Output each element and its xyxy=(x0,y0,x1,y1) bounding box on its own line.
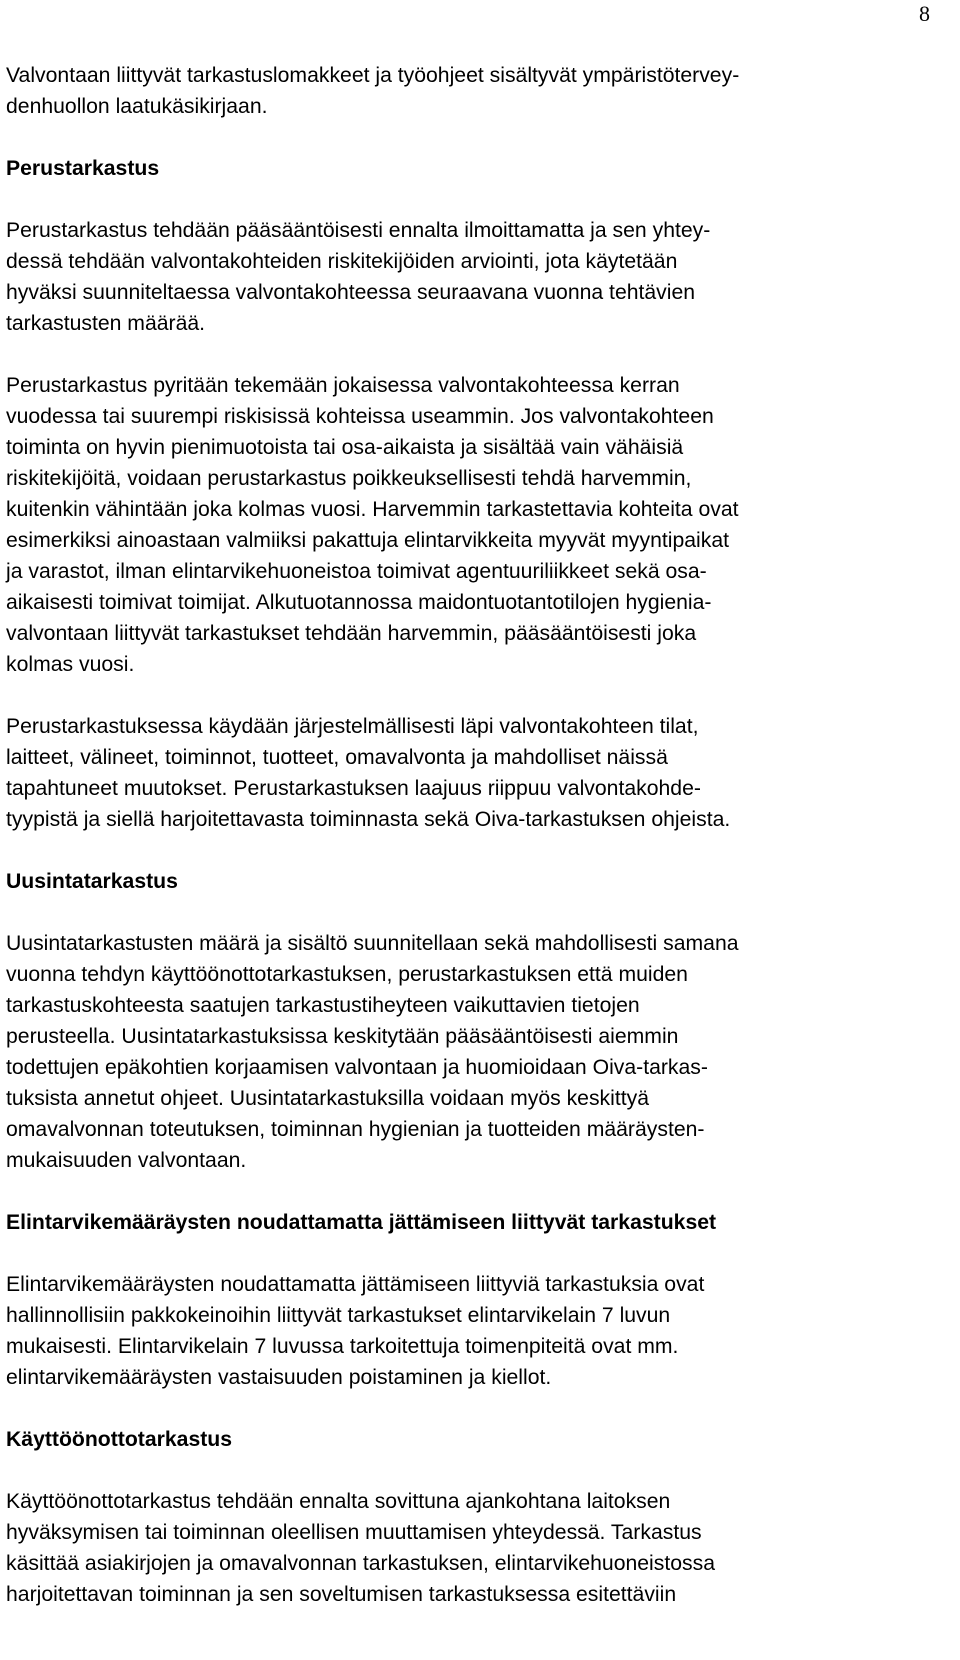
text-line: mukaisesti. Elintarvikelain 7 luvussa tarkoitettuja toimenpiteitä ovat mm. xyxy=(6,1335,679,1358)
paragraph xyxy=(6,215,946,339)
text-line: toiminta on hyvin pienimuotoista tai osa-aikaista ja sisältää vain vähäisiä xyxy=(6,436,684,459)
text-line: tuksista annetut ohjeet. Uusintatarkastuksilla voidaan myös keskittyä xyxy=(6,1087,650,1110)
text-line: todettujen epäkohtien korjaamisen valvontaan ja huomioidaan Oiva-tarkas- xyxy=(6,1056,708,1079)
text-line: dessä tehdään valvontakohteiden riskitekijöiden arviointi, jota käytetään xyxy=(6,250,678,273)
paragraph xyxy=(6,1486,946,1610)
text-line xyxy=(6,91,946,122)
text-line: kolmas vuosi. xyxy=(6,653,135,676)
text-line: Perustarkastuksessa käydään järjestelmällisesti läpi valvontakohteen tilat, xyxy=(6,715,699,738)
section-heading-perustarkastus: Perustarkastus xyxy=(6,157,160,180)
text-line: elintarvikemääräysten vastaisuuden poistaminen ja kiellot. xyxy=(6,1366,552,1389)
section-heading-noudattamatta-jattaminen: Elintarvikemääräysten noudattamatta jättämiseen liittyvät tarkastukset xyxy=(6,1211,717,1234)
paragraph xyxy=(6,1269,946,1393)
document-body xyxy=(6,60,946,1641)
text-line: hyväksymisen tai toiminnan oleellisen muuttamisen yhteydessä. Tarkastus xyxy=(6,1521,702,1544)
text-line: ja varastot, ilman elintarvikehuoneistoa toimivat agentuuriliikkeet sekä osa- xyxy=(6,560,707,583)
text-line: käsittää asiakirjojen ja omavalvonnan tarkastuksen, elintarvikehuoneistossa xyxy=(6,1552,715,1575)
page-number: 8 xyxy=(919,1,930,26)
text-line: hyväksi suunniteltaessa valvontakohteessa seuraavana vuonna tehtävien xyxy=(6,281,696,304)
text-line: kuitenkin vähintään joka kolmas vuosi. Harvemmin tarkastettavia kohteita ovat xyxy=(6,498,739,521)
text-line: Perustarkastus pyritään tekemään jokaisessa valvontakohteessa kerran xyxy=(6,374,680,397)
intro-paragraph xyxy=(6,60,946,122)
text-line: Uusintatarkastusten määrä ja sisältö suunnitellaan sekä mahdollisesti samana xyxy=(6,932,739,955)
text-line: Perustarkastus tehdään pääsääntöisesti ennalta ilmoittamatta ja sen yhtey- xyxy=(6,219,711,242)
text-line: tapahtuneet muutokset. Perustarkastuksen laajuus riippuu valvontakohde- xyxy=(6,777,701,800)
text-line: riskitekijöitä, voidaan perustarkastus poikkeuksellisesti tehdä harvemmin, xyxy=(6,467,692,490)
text-line: Valvontaan liittyvät tarkastuslomakkeet ja työohjeet sisältyvät ympäristötervey- xyxy=(6,64,740,87)
paragraph xyxy=(6,370,946,680)
text-fragment: denhuollon laatukäsikirjaan. xyxy=(6,95,268,118)
paragraph xyxy=(6,928,946,1176)
text-line: valvontaan liittyvät tarkastukset tehdään harvemmin, pääsääntöisesti joka xyxy=(6,622,697,645)
text-line: tarkastusten määrää. xyxy=(6,312,206,335)
text-line: perusteella. Uusintatarkastuksissa keskitytään pääsääntöisesti aiemmin xyxy=(6,1025,679,1048)
text-line: hallinnollisiin pakkokeinoihin liittyvät tarkastukset elintarvikelain 7 luvun xyxy=(6,1304,671,1327)
text-line: vuodessa tai suurempi riskisissä kohteissa useammin. Jos valvontakohteen xyxy=(6,405,714,428)
section-heading-uusintatarkastus: Uusintatarkastus xyxy=(6,870,178,893)
text-line: tarkastuskohteesta saatujen tarkastustiheyteen vaikuttavien tietojen xyxy=(6,994,640,1017)
text-line: tyypistä ja siellä harjoitettavasta toiminnasta sekä Oiva-tarkastuksen ohjeista. xyxy=(6,808,731,831)
text-line: laitteet, välineet, toiminnot, tuotteet, omavalvonta ja mahdolliset näissä xyxy=(6,746,668,769)
text-line: omavalvonnan toteutuksen, toiminnan hygienian ja tuotteiden määräysten- xyxy=(6,1118,705,1141)
section-heading-kayttoonottotarkastus: Käyttöönottotarkastus xyxy=(6,1428,233,1451)
text-line: esimerkiksi ainoastaan valmiiksi pakattuja elintarvikkeita myyvät myyntipaikat xyxy=(6,529,730,552)
text-line: vuonna tehdyn käyttöönottotarkastuksen, perustarkastuksen että muiden xyxy=(6,963,688,986)
text-line: harjoitettavan toiminnan ja sen soveltumisen tarkastuksessa esitettäviin xyxy=(6,1583,677,1606)
paragraph xyxy=(6,711,946,835)
text-line: mukaisuuden valvontaan. xyxy=(6,1149,247,1172)
text-line: aikaisesti toimivat toimijat. Alkutuotannossa maidontuotantotilojen hygienia- xyxy=(6,591,712,614)
text-line: Käyttöönottotarkastus tehdään ennalta sovittuna ajankohtana laitoksen xyxy=(6,1490,671,1513)
text-line: Elintarvikemääräysten noudattamatta jättämiseen liittyviä tarkastuksia ovat xyxy=(6,1273,705,1296)
